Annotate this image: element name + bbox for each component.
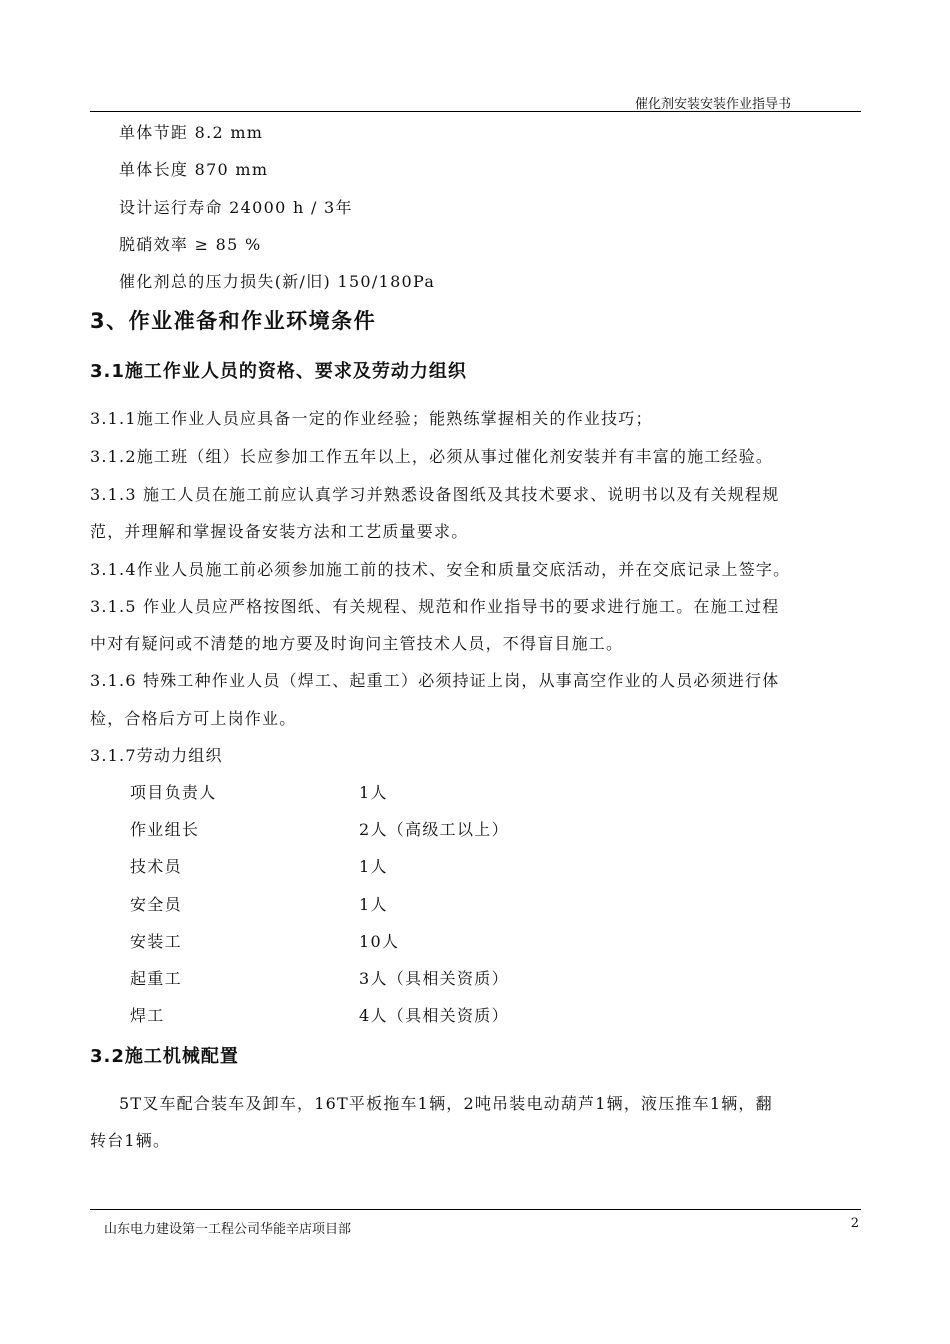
paragraph-line: 3.1.4作业人员施工前必须参加施工前的技术、安全和质量交底活动，并在交底记录上签字。 [90,560,791,579]
page-header [90,90,861,112]
roster-role: 安全员 [130,895,182,914]
roster-count: 2人（高级工以上） [359,820,509,839]
header-title: 催化剂安装安装作业指导书 [634,97,791,112]
spec-line: 催化剂总的压力损失(新/旧) 150/180Pa [119,272,436,291]
paragraph-line: 5T叉车配合装车及卸车，16T平板拖车1辆，2吨吊装电动葫芦1辆，液压推车1辆，翻 [119,1094,773,1113]
paragraph-line: 3.1.2施工班（组）长应参加工作五年以上，必须从事过催化剂安装并有丰富的施工经验。 [90,447,774,466]
paragraph-line: 转台1辆。 [90,1131,171,1150]
subsection-heading: 3.2施工机械配置 [90,1046,239,1067]
roster-count: 1人 [359,857,388,876]
paragraph-line: 3.1.7劳动力组织 [90,746,223,765]
roster-role: 安装工 [130,932,182,951]
paragraph-line: 3.1.5 作业人员应严格按图纸、有关规程、规范和作业指导书的要求进行施工。在施工过程 [90,597,780,616]
roster-role: 焊工 [130,1006,165,1025]
roster-role: 作业组长 [130,820,200,839]
paragraph-line: 范，并理解和掌握设备安装方法和工艺质量要求。 [90,522,469,541]
roster-role: 技术员 [130,857,182,876]
roster-count: 10人 [359,932,400,951]
roster-count: 1人 [359,783,388,802]
roster-count: 1人 [359,895,388,914]
page-footer [90,1209,861,1237]
roster-count: 3人（具相关资质） [359,969,509,988]
roster-role: 项目负责人 [130,783,217,802]
paragraph-line: 3.1.3 施工人员在施工前应认真学习并熟悉设备图纸及其技术要求、说明书以及有关规程规 [90,485,780,504]
spec-line: 脱硝效率 ≥ 85 % [119,235,262,254]
spec-line: 单体长度 870 mm [119,160,269,179]
roster-role: 起重工 [130,969,182,988]
paragraph-line: 中对有疑问或不清楚的地方要及时询问主管技术人员，不得盲目施工。 [90,634,624,653]
paragraph-line: 3.1.6 特殊工种作业人员（焊工、起重工）必须持证上岗，从事高空作业的人员必须进行体 [90,671,780,690]
page-number: 2 [850,1216,859,1231]
footer-company: 山东电力建设第一工程公司华能辛店项目部 [104,1222,352,1237]
spec-line: 单体节距 8.2 mm [119,123,264,142]
paragraph-line: 检，合格后方可上岗作业。 [90,709,297,728]
spec-line: 设计运行寿命 24000 h / 3年 [119,198,353,217]
subsection-heading: 3.1施工作业人员的资格、要求及劳动力组织 [90,361,467,382]
section-heading: 3、作业准备和作业环境条件 [90,309,377,333]
paragraph-line: 3.1.1施工作业人员应具备一定的作业经验；能熟练掌握相关的作业技巧； [90,409,653,428]
roster-count: 4人（具相关资质） [359,1006,509,1025]
